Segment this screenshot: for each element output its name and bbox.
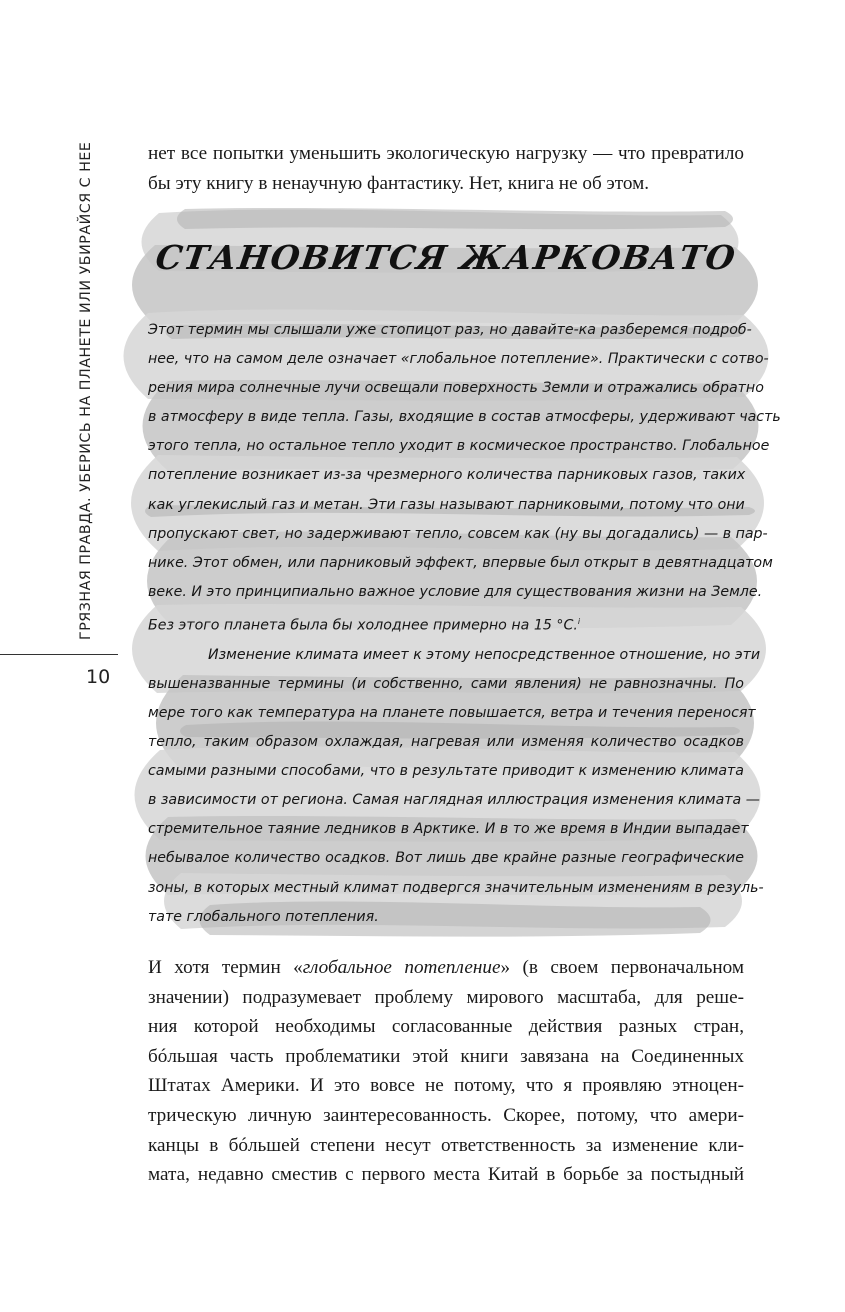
opening-line-2: бы эту книгу в ненаучную фантастику. Нет, книга не об этом. [148, 172, 650, 194]
emphasis-term: глобальное потепление [302, 957, 501, 978]
sidebar-p1-line: как углекислый газ и метан. Эти газы называют парниковыми, потому что они [148, 496, 745, 513]
closing-line: Штатах Америки. И это вовсе не потому, что я проявляю этноцен- [148, 1075, 744, 1097]
sidebar-p2-line: в зависимости от региона. Самая наглядная иллюстрация изменения климата — [148, 792, 760, 809]
sidebar-p1-line: Этот термин мы слышали уже стопицот раз, но давайте-ка разберемся подроб- [148, 322, 752, 338]
closing-line-1-end: » (в своем первоначальном [500, 957, 744, 978]
sidebar-p1-line: рения мира солнечные лучи освещали поверхность Земли и отражались обратно [148, 380, 764, 397]
brush-stroke [177, 208, 733, 229]
sidebar-title: СТАНОВИТСЯ ЖАРКОВАТО [153, 238, 739, 277]
sidebar-p2-line: вышеназванные термины (и собственно, сами явления) не равнозначны. По [148, 675, 744, 692]
closing-paragraph [148, 953, 744, 1190]
sidebar-p2-line: небывалое количество осадков. Вот лишь две крайне разные географические [148, 850, 744, 867]
sidebar-p1-line: этого тепла, но остальное тепло уходит в космическое пространство. Глобальное [148, 438, 770, 455]
sidebar-p1-line-text: Без этого планета была бы холоднее примерно на 15 °C. [148, 617, 578, 634]
sidebar-text [148, 316, 781, 932]
sidebar-p2-line: стремительное таяние ледников в Арктике. И в то же время в Индии выпадает [148, 821, 749, 838]
footnote-marker[interactable]: i [577, 616, 581, 626]
closing-line: канцы в бóльшей степени несут ответственность за изменение кли- [148, 1134, 744, 1156]
closing-line: трическую личную заинтересованность. Скорее, потому, что амери- [148, 1104, 744, 1126]
sidebar-p1-line: нее, что на самом деле означает «глобальное потепление». Практически с сотво- [148, 351, 769, 368]
sidebar-p1-line: веке. И это принципиально важное условие для существования жизни на Земле. [148, 583, 763, 600]
sidebar-p1-line: потепление возникает из-за чрезмерного количества парниковых газов, таких [148, 467, 746, 484]
sidebar-p1-last-line [148, 607, 744, 641]
running-head: ГРЯЗНАЯ ПРАВДА. УБЕРИСЬ НА ПЛАНЕТЕ ИЛИ УБИРАЙСЯ С НЕЕ [78, 141, 94, 640]
closing-line: бóльшая часть проблематики этой книги завязана на Соединенных [148, 1045, 744, 1067]
sidebar-p2-line: тепло, таким образом охлаждая, нагревая или изменяя количество осадков [148, 734, 744, 751]
closing-line-1 [148, 953, 744, 983]
sidebar-p1-line: пропускают свет, но задерживают тепло, совсем как (ну вы догадались) — в пар- [148, 525, 768, 542]
sidebar-p2-line: тате глобального потепления. [148, 908, 379, 925]
opening-line-1: нет все попытки уменьшить экологическую нагрузку — что превратило [148, 143, 744, 164]
opening-paragraph [148, 139, 744, 198]
margin-rule [0, 654, 118, 655]
sidebar-p2-line: самыми разными способами, что в результате приводит к изменению климата [148, 763, 744, 780]
sidebar-p2-line: Изменение климата имеет к этому непосредственное отношение, но эти [208, 646, 761, 663]
closing-line: мата, недавно сместив с первого места Китай в борьбе за постыдный [148, 1164, 744, 1186]
sidebar-p1-line: в атмосферу в виде тепла. Газы, входящие в состав атмосферы, удерживают часть [148, 409, 781, 426]
sidebar-p2-line: мере того как температура на планете повышается, ветра и течения переносят [148, 704, 756, 721]
sidebar-p2-line: зоны, в которых местный климат подвергся значительным изменениям в резуль- [148, 879, 764, 896]
page-number: 10 [86, 666, 111, 688]
sidebar-p1-line: нике. Этот обмен, или парниковый эффект, впервые был открыт в девятнадцатом [148, 554, 773, 571]
closing-line: значении) подразумевает проблему мирового масштаба, для реше- [148, 986, 744, 1008]
closing-line-1-start: И хотя термин « [148, 957, 303, 978]
closing-line: ния которой необходимы согласованные действия разных стран, [148, 1016, 744, 1038]
